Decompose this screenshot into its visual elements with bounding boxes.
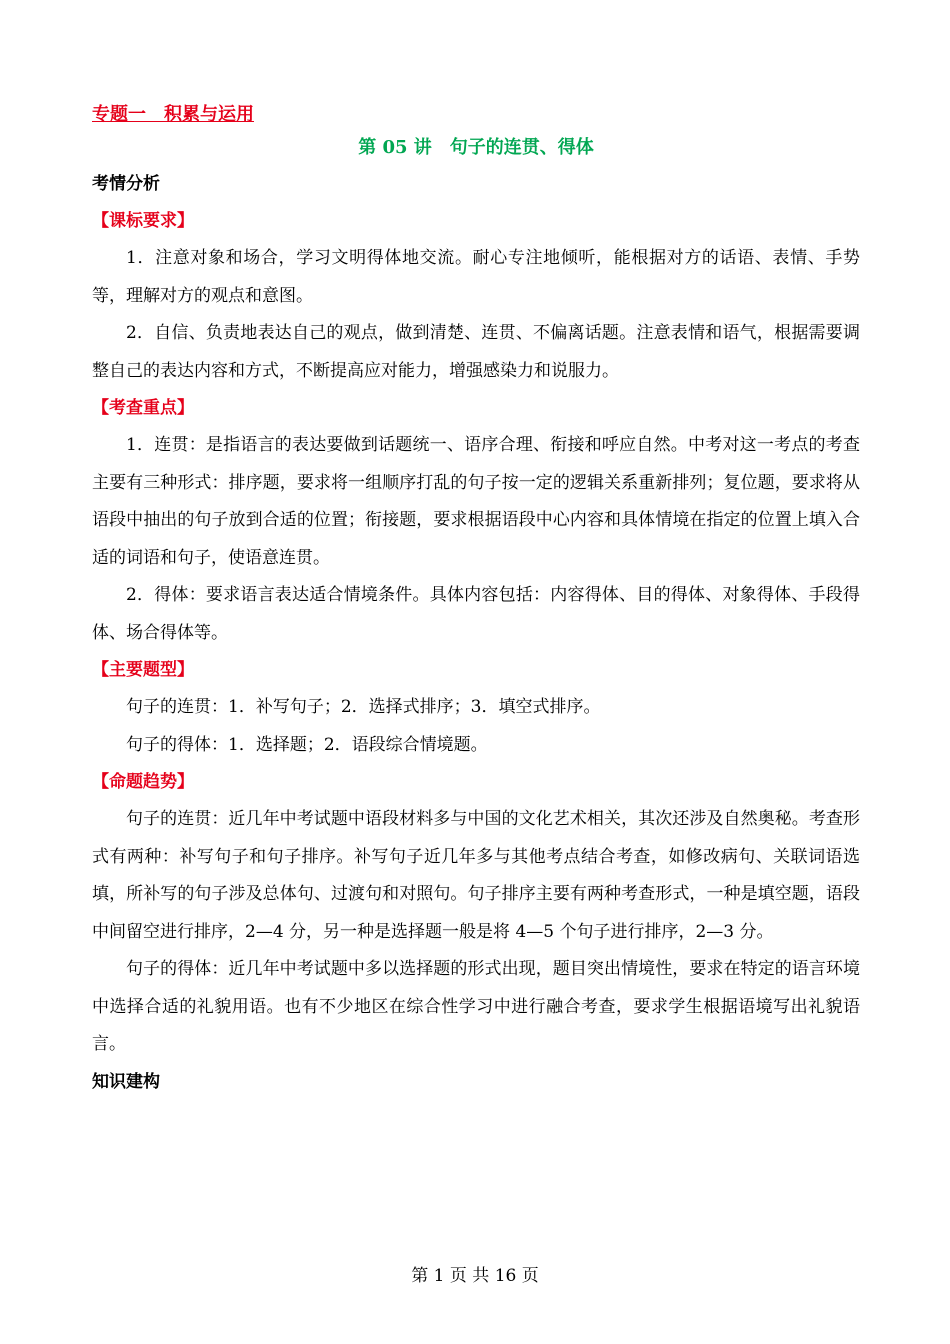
standards-paragraph-2: 2．自信、负责地表达自己的观点，做到清楚、连贯、不偏离话题。注意表情和语气，根据需要调整自己的表达内容和方式，不断提高应对能力，增强感染力和说服力。	[92, 323, 860, 381]
question-types-paragraph-2: 句子的得体：1．选择题；2．语段综合情境题。	[126, 734, 488, 755]
page-footer: 第 1 页 共 16 页	[411, 1266, 539, 1286]
lecture-title: 第 05 讲 句子的连贯、得体	[358, 137, 594, 158]
trends-paragraph-1: 句子的连贯：近几年中考试题中语段材料多与中国的文化艺术相关，其次还涉及自然奥秘。考查形式有两种：补写句子和句子排序。补写句子近几年多与其他考点结合考查，如修改病句、关联词语选填，所补写的句子涉及总体句、过渡句和对照句。句子排序主要有两种考查形式，一种是填空题，语段中间留空进行排序，2—4 分，另一种是选择题一般是将 4—5 个句子进行排序，2—3 分。	[92, 809, 860, 942]
trends-paragraph-2: 句子的得体：近几年中考试题中多以选择题的形式出现，题目突出情境性，要求在特定的语言环境中选择合适的礼貌用语。也有不少地区在综合性学习中进行融合考查，要求学生根据语境写出礼貌语言。	[92, 959, 860, 1054]
knowledge-title: 知识建构	[92, 1071, 160, 1092]
topic-title: 专题一 积累与运用	[92, 104, 254, 125]
key-points-paragraph-1: 1．连贯：是指语言的表达要做到话题统一、语序合理、衔接和呼应自然。中考对这一考点的考查主要有三种形式：排序题，要求将一组顺序打乱的句子按一定的逻辑关系重新排列；复位题，要求将从语段中抽出的句子放到合适的位置；衔接题，要求根据语段中心内容和具体情境在指定的位置上填入合适的词语和句子，使语意连贯。	[92, 435, 860, 568]
standards-paragraph-1: 1．注意对象和场合，学习文明得体地交流。耐心专注地倾听，能根据对方的话语、表情、手势等，理解对方的观点和意图。	[92, 248, 860, 306]
question-types-paragraph-1: 句子的连贯：1．补写句子；2．选择式排序；3．填空式排序。	[126, 697, 601, 717]
key-points-heading: 【考查重点】	[92, 398, 194, 418]
question-types-heading: 【主要题型】	[92, 660, 194, 680]
document-page	[92, 100, 860, 1101]
standards-heading: 【课标要求】	[92, 211, 194, 231]
key-points-paragraph-2: 2．得体：要求语言表达适合情境条件。具体内容包括：内容得体、目的得体、对象得体、手段得体、场合得体等。	[92, 585, 860, 643]
trends-heading: 【命题趋势】	[92, 772, 194, 792]
analysis-title: 考情分析	[92, 174, 160, 194]
